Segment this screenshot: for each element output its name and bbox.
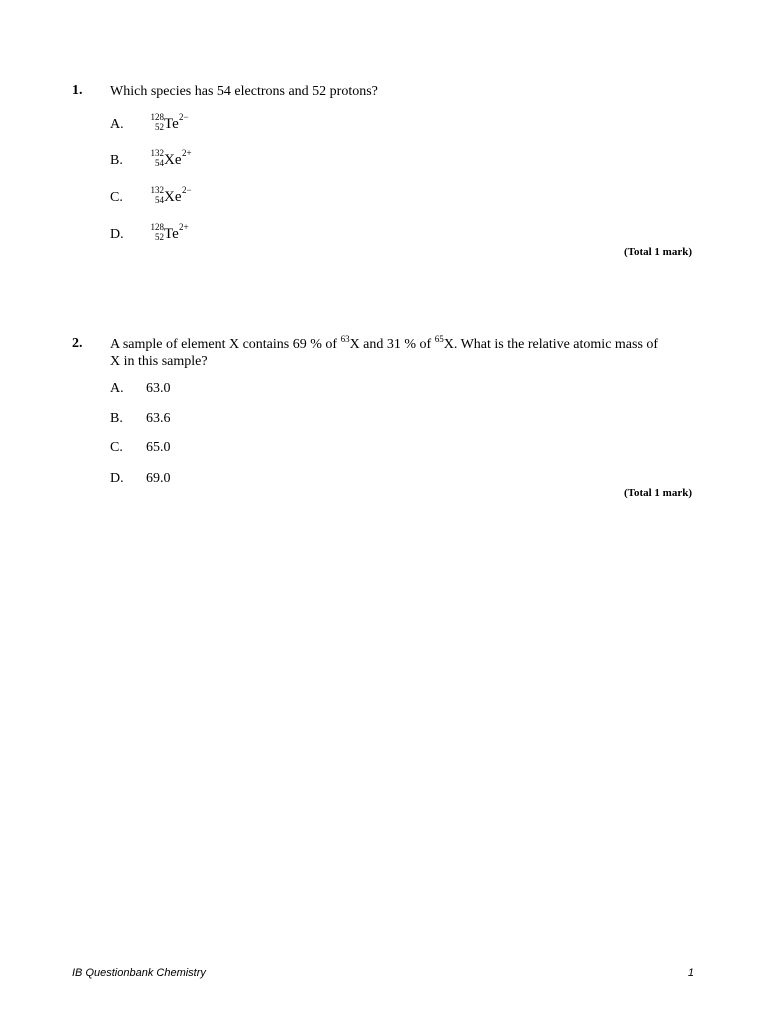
- element-symbol: Xe: [164, 152, 182, 168]
- footer-page-number: 1: [687, 967, 694, 979]
- element-symbol: Te: [164, 226, 179, 242]
- option-letter: D.: [110, 471, 124, 486]
- mass-number: 128: [150, 112, 164, 122]
- nuclide-notation: [146, 221, 226, 247]
- question-1-total-mark: (Total 1 mark): [623, 246, 692, 258]
- element-symbol: Xe: [164, 189, 182, 205]
- option-letter: C.: [110, 190, 123, 205]
- mass-number: 128: [150, 222, 164, 232]
- ion-charge: 2−: [179, 112, 189, 122]
- question-2-number: 2.: [72, 336, 83, 351]
- ion-charge: 2−: [182, 185, 192, 195]
- element-symbol: Te: [164, 116, 179, 132]
- question-2-total-mark: (Total 1 mark): [623, 487, 692, 499]
- option-letter: B.: [110, 153, 123, 168]
- question-1-number: 1.: [72, 83, 83, 98]
- ion-charge: 2+: [179, 222, 189, 232]
- option-value: 63.6: [146, 411, 171, 426]
- atomic-number: 54: [155, 195, 164, 205]
- option-letter: C.: [110, 440, 123, 455]
- isotope-mass-65: 65: [434, 334, 444, 344]
- nuclide-notation: [146, 147, 226, 173]
- footer-source: IB Questionbank Chemistry: [72, 967, 206, 979]
- option-value: 63.0: [146, 381, 171, 396]
- atomic-number: 52: [155, 122, 164, 132]
- isotope-mass-63: 63: [340, 334, 350, 344]
- option-letter: A.: [110, 117, 124, 132]
- ion-charge: 2+: [182, 148, 192, 158]
- mass-number: 132: [150, 148, 164, 158]
- option-letter: D.: [110, 227, 124, 242]
- atomic-number: 54: [155, 158, 164, 168]
- option-value: 65.0: [146, 440, 171, 455]
- atomic-number: 52: [155, 232, 164, 242]
- option-value: 69.0: [146, 471, 171, 486]
- question-1-text: Which species has 54 electrons and 52 protons?: [110, 84, 378, 99]
- nuclide-notation: [146, 111, 226, 137]
- nuclide-notation: [146, 184, 226, 210]
- option-letter: B.: [110, 411, 123, 426]
- question-2-text: A sample of element X contains 69 % of $^{63}$X and 31 % of $^{65}$X. What is the relative atomic mass of X in this sample?: [110, 334, 659, 369]
- option-letter: A.: [110, 381, 124, 396]
- mass-number: 132: [150, 185, 164, 195]
